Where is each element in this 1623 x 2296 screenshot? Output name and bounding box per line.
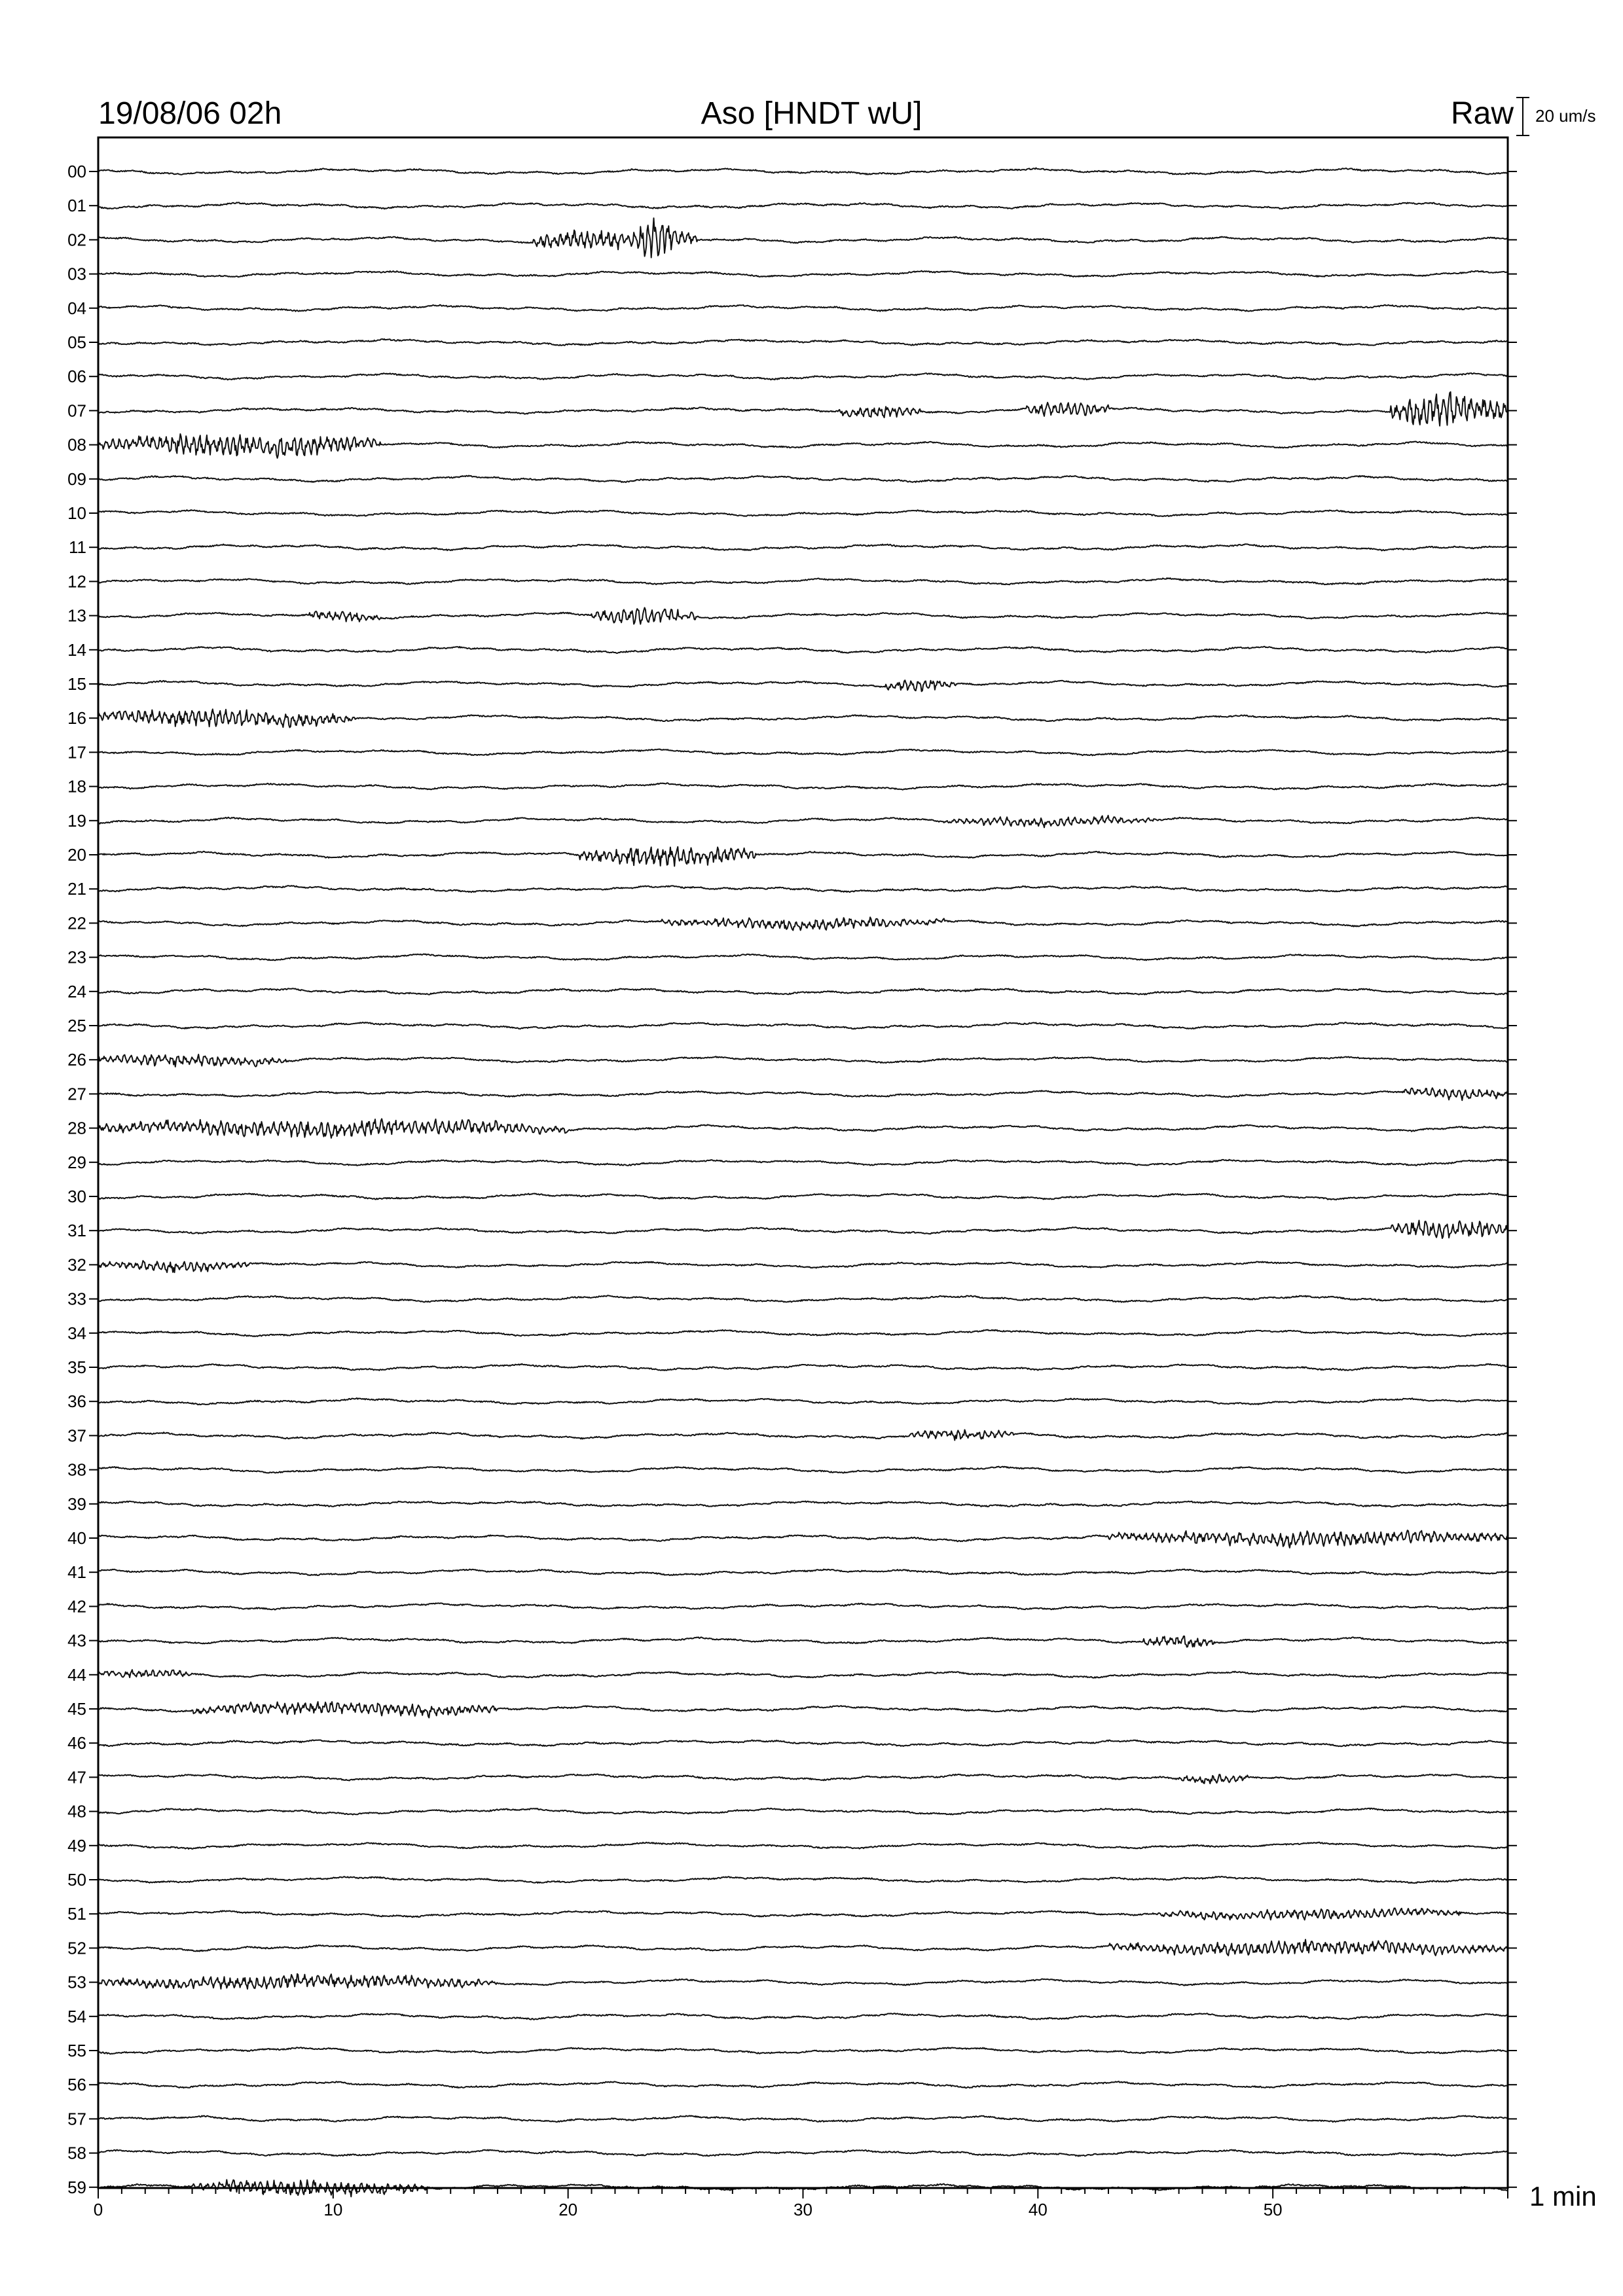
trace-row-33: [98, 1295, 1508, 1302]
trace-row-41: [98, 1570, 1508, 1575]
trace-row-54: [98, 2013, 1508, 2020]
row-label: 54: [67, 2006, 86, 2026]
trace-group: [98, 168, 1508, 2197]
row-label: 02: [67, 230, 86, 250]
row-label: 50: [67, 1870, 86, 1890]
row-label: 44: [67, 1664, 86, 1685]
row-label: 58: [67, 2143, 86, 2163]
row-label: 43: [67, 1630, 86, 1651]
row-label: 11: [69, 537, 86, 558]
row-label: 33: [67, 1289, 86, 1309]
row-label: 01: [67, 196, 86, 216]
row-label: 03: [67, 264, 86, 284]
trace-row-31: [98, 1221, 1508, 1238]
x-tick-label: 10: [323, 2200, 343, 2219]
trace-row-25: [98, 1022, 1508, 1029]
station-title: Aso [HNDT wU]: [701, 96, 922, 131]
row-label: 27: [67, 1084, 86, 1104]
row-label: 29: [67, 1152, 86, 1172]
trace-row-19: [98, 816, 1508, 827]
x-unit-label: 1 min: [1529, 2181, 1597, 2212]
row-label: 06: [67, 367, 86, 387]
trace-row-36: [98, 1398, 1508, 1405]
trace-row-43: [98, 1636, 1508, 1647]
trace-row-20: [98, 847, 1508, 867]
row-label: 25: [67, 1016, 86, 1035]
row-label: 34: [67, 1323, 86, 1343]
trace-row-06: [98, 373, 1508, 380]
row-label: 10: [67, 503, 86, 523]
trace-row-45: [98, 1702, 1508, 1717]
row-label: 48: [67, 1801, 86, 1821]
trace-row-18: [98, 783, 1508, 789]
trace-row-35: [98, 1364, 1508, 1371]
label-group: [67, 162, 1283, 2219]
row-label: 08: [67, 435, 86, 455]
tick-group: [89, 171, 1517, 2198]
trace-row-21: [98, 886, 1508, 892]
row-label: 07: [67, 401, 86, 421]
trace-row-26: [98, 1054, 1508, 1067]
trace-row-02: [98, 218, 1508, 257]
row-label: 41: [67, 1562, 86, 1583]
trace-row-44: [98, 1670, 1508, 1678]
row-label: 45: [67, 1699, 86, 1719]
amplitude-scale-label: 20 um/s: [1535, 106, 1596, 126]
trace-row-46: [98, 1740, 1508, 1747]
row-label: 00: [67, 162, 86, 181]
trace-row-07: [98, 392, 1508, 426]
row-label: 56: [67, 2075, 86, 2095]
trace-row-05: [98, 339, 1508, 346]
row-label: 57: [67, 2109, 86, 2129]
row-label: 40: [67, 1528, 86, 1548]
trace-row-24: [98, 988, 1508, 994]
row-label: 55: [67, 2041, 86, 2060]
trace-row-15: [98, 680, 1508, 691]
trace-row-32: [98, 1261, 1508, 1272]
row-label: 52: [67, 1938, 86, 1958]
row-label: 04: [67, 298, 86, 318]
trace-row-23: [98, 954, 1508, 961]
row-label: 32: [67, 1255, 86, 1275]
trace-row-38: [98, 1467, 1508, 1473]
row-label: 21: [67, 879, 86, 899]
row-label: 36: [67, 1391, 86, 1412]
trace-row-57: [98, 2115, 1508, 2122]
trace-row-22: [98, 917, 1508, 930]
x-tick-label: 20: [558, 2200, 578, 2219]
trace-row-39: [98, 1501, 1508, 1507]
row-label: 46: [67, 1733, 86, 1753]
trace-row-11: [98, 544, 1508, 550]
x-tick-label: 40: [1028, 2200, 1048, 2219]
row-label: 09: [67, 469, 86, 489]
trace-row-13: [98, 607, 1508, 624]
row-label: 47: [67, 1767, 86, 1787]
trace-row-30: [98, 1193, 1508, 1200]
trace-row-12: [98, 578, 1508, 584]
row-label: 35: [67, 1357, 86, 1377]
row-label: 22: [67, 913, 86, 933]
row-label: 15: [67, 674, 86, 694]
x-tick-label: 0: [93, 2200, 103, 2219]
x-tick-label: 50: [1263, 2200, 1283, 2219]
row-label: 12: [67, 571, 86, 592]
trace-row-52: [98, 1939, 1508, 1956]
row-label: 28: [67, 1118, 86, 1138]
row-label: 14: [67, 639, 86, 660]
row-label: 18: [67, 776, 86, 797]
trace-row-03: [98, 271, 1508, 278]
row-label: 42: [67, 1596, 86, 1617]
trace-row-14: [98, 647, 1508, 653]
trace-row-29: [98, 1160, 1508, 1166]
row-label: 39: [67, 1494, 86, 1514]
row-label: 51: [67, 1904, 86, 1924]
row-label: 38: [67, 1460, 86, 1480]
trace-row-49: [98, 1842, 1508, 1849]
trace-row-40: [98, 1530, 1508, 1548]
amplitude-scale-bar: [1516, 98, 1529, 135]
trace-row-09: [98, 476, 1508, 482]
row-label: 53: [67, 1972, 86, 1992]
row-label: 26: [67, 1050, 86, 1070]
trace-row-55: [98, 2047, 1508, 2054]
trace-row-17: [98, 749, 1508, 756]
row-label: 31: [67, 1221, 86, 1241]
trace-row-34: [98, 1330, 1508, 1336]
trace-row-28: [98, 1119, 1508, 1138]
trace-row-48: [98, 1808, 1508, 1815]
trace-row-00: [98, 168, 1508, 175]
trace-row-50: [98, 1876, 1508, 1883]
trace-row-58: [98, 2150, 1508, 2157]
row-label: 37: [67, 1426, 86, 1446]
trace-row-37: [98, 1430, 1508, 1441]
recording-date-label: 19/08/06 02h: [98, 96, 282, 131]
mode-label: Raw: [1450, 96, 1514, 131]
row-label: 30: [67, 1187, 86, 1206]
trace-row-08: [98, 434, 1508, 458]
x-tick-label: 30: [793, 2200, 812, 2219]
trace-row-56: [98, 2081, 1508, 2088]
row-label: 23: [67, 947, 86, 967]
trace-row-10: [98, 510, 1508, 516]
row-label: 24: [67, 981, 86, 1001]
row-label: 05: [67, 332, 86, 352]
trace-row-04: [98, 305, 1508, 312]
row-label: 17: [67, 742, 86, 762]
row-label: 49: [67, 1835, 86, 1856]
trace-row-42: [98, 1603, 1508, 1609]
row-label: 19: [67, 810, 86, 831]
row-label: 13: [67, 605, 86, 626]
row-label: 16: [67, 708, 86, 728]
row-label: 59: [67, 2177, 86, 2197]
row-label: 20: [67, 845, 86, 865]
trace-row-51: [98, 1909, 1508, 1920]
trace-row-27: [98, 1088, 1508, 1100]
trace-row-53: [98, 1974, 1508, 1989]
trace-row-01: [98, 202, 1508, 209]
trace-row-16: [98, 709, 1508, 728]
trace-row-47: [98, 1774, 1508, 1784]
